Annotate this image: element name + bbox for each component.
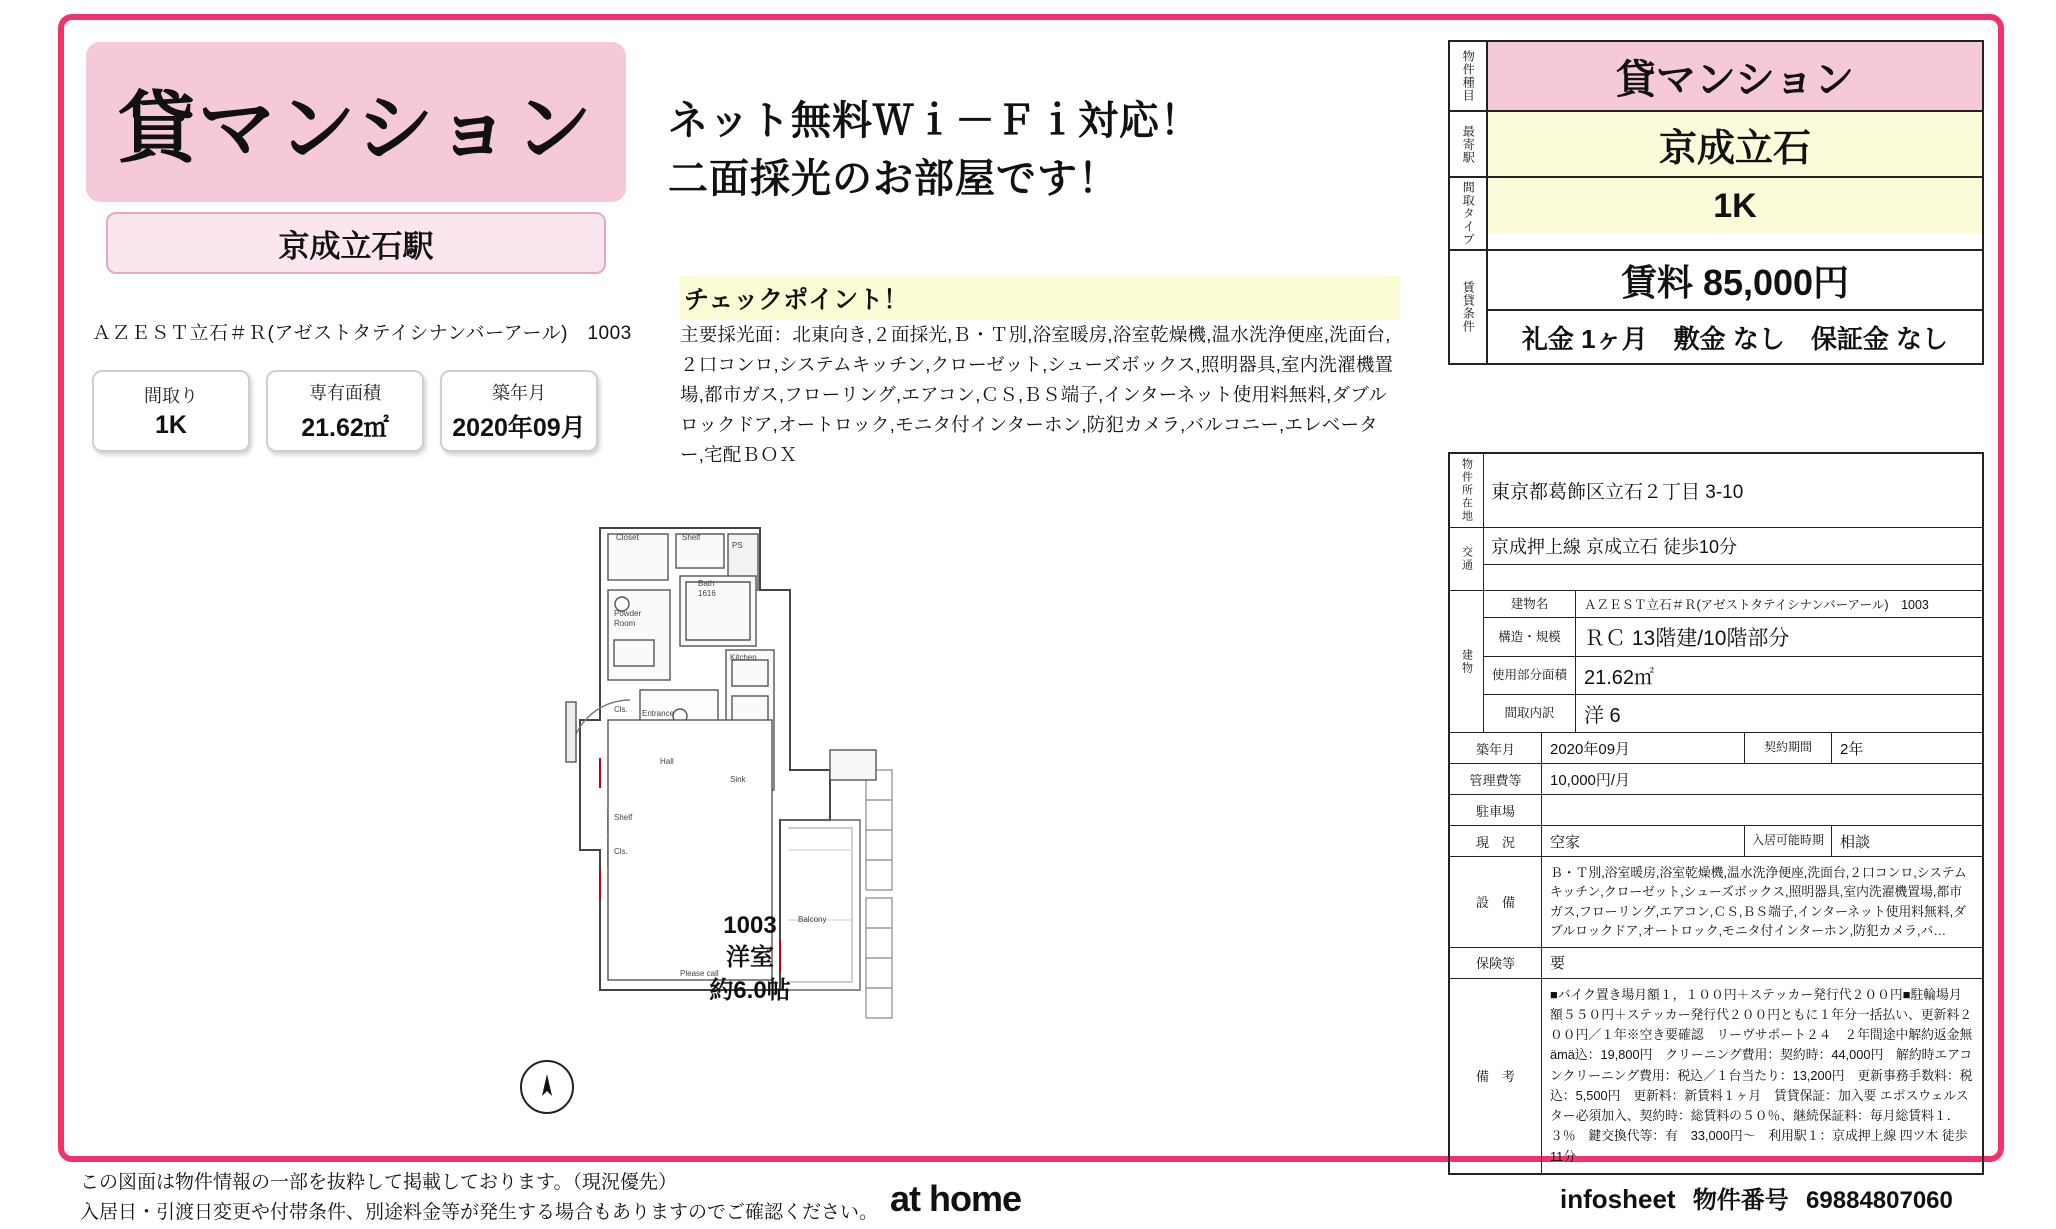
detail-row-equipment — [1450, 857, 1982, 948]
summary-rent-value: 賃料 85,000円 — [1488, 251, 1982, 311]
spec-pill-built-label: 築年月 — [492, 382, 546, 403]
detail-status-value: 空家 — [1550, 833, 1581, 851]
detail-management-label: 管理費等 — [1450, 764, 1542, 794]
property-badge — [86, 42, 626, 282]
floor-plan-drawing — [530, 520, 1050, 1140]
check-point-title: チェックポイント！ — [680, 276, 1400, 320]
detail-movein-value: 相談 — [1840, 833, 1871, 851]
detail-built-value: 2020年09月 — [1550, 740, 1631, 758]
svg-text:Cls.: Cls. — [614, 847, 628, 856]
detail-row-status — [1450, 826, 1982, 857]
detail-area-value: 21.62㎡ — [1584, 667, 1655, 689]
detail-layout-value: 洋 6 — [1584, 705, 1621, 727]
footer-disclaimer-line2: 入居日・引渡日変更や付帯条件、別途料金等が発生する場合もありますのでご確認ください。 — [80, 1202, 879, 1224]
detail-equipment-value: Ｂ・Ｔ別,浴室暖房,浴室乾燥機,温水洗浄便座,洗面台,２口コンロ,システムキッチン,クローゼット,シューズボックス,照明器具,室内洗濯機置場,都市ガス,フローリング,エアコン,ＣＳ,ＢＳ端子,インターネット使用料無料,ダブルロックドア,オートロック,モニタ付インターホン,防犯カメラ,バ… — [1550, 865, 1967, 939]
svg-text:PS: PS — [732, 541, 743, 550]
summary-terms-group — [1488, 251, 1982, 363]
detail-row-parking — [1450, 795, 1982, 826]
detail-built-label: 築年月 — [1450, 733, 1542, 763]
property-no-label: 物件番号 — [1692, 1187, 1789, 1214]
detail-contract-value: 2年 — [1840, 740, 1864, 758]
infosheet-footer — [1560, 1180, 1953, 1215]
room-size: 約6.0帖 — [709, 976, 791, 1004]
footer-disclaimer-line1: この図面は物件情報の一部を抜粋して掲載しております。（現況優先） — [80, 1172, 677, 1193]
summary-row-terms — [1450, 251, 1982, 363]
detail-building-head: 建物 — [1450, 591, 1484, 732]
spec-pill-layout-label: 間取り — [144, 386, 198, 406]
svg-text:Please call: Please call — [680, 969, 719, 978]
detail-movein-label: 入居可能時期 — [1744, 826, 1832, 856]
compass-icon — [520, 1060, 574, 1114]
detail-status-label: 現 況 — [1450, 826, 1542, 856]
summary-row-layout-head: 間取タイプ — [1450, 178, 1488, 249]
detail-access-head: 交通 — [1450, 528, 1484, 590]
summary-row-type-value: 貸マンション — [1488, 42, 1982, 110]
detail-access-group — [1484, 528, 1982, 590]
catch-copy-line1: ネット無料Ｗｉ－Ｆｉ対応！ — [668, 99, 1201, 143]
svg-text:Hall: Hall — [660, 757, 674, 766]
detail-access-value2 — [1484, 564, 1982, 590]
room-number: 1003 — [723, 912, 777, 939]
detail-row-insurance — [1450, 948, 1982, 979]
infosheet-label: infosheet — [1560, 1184, 1676, 1214]
catch-copy-line2: 二面採光のお部屋です！ — [668, 157, 1119, 201]
detail-row-address — [1450, 454, 1982, 528]
athome-logo-text: at home — [890, 1178, 1022, 1219]
spec-pill-layout — [92, 370, 250, 452]
detail-building-rows — [1484, 591, 1982, 732]
detail-insurance-label: 保険等 — [1450, 948, 1542, 978]
detail-building-name-value: ＡＺＥＳＴ立石＃Ｒ(アゼストタテイシナンバーアール) 1003 — [1584, 598, 1929, 612]
detail-building-name-row — [1484, 591, 1982, 618]
catch-copy — [668, 92, 1388, 208]
nearest-station-badge: 京成立石駅 — [106, 212, 606, 274]
detail-address-value: 東京都葛飾区立石２丁目 3-10 — [1491, 482, 1744, 503]
detail-structure-label: 構造・規模 — [1484, 618, 1576, 656]
property-no-value: 69884807060 — [1806, 1187, 1953, 1214]
spec-pill-area — [266, 370, 424, 452]
detail-row-access — [1450, 528, 1982, 591]
summary-deposit-value: 礼金 1ヶ月 敷金 なし 保証金 なし — [1521, 323, 1949, 354]
svg-text:Bath: Bath — [698, 579, 715, 588]
detail-row-built — [1450, 733, 1982, 764]
detail-access-value: 京成押上線 京成立石 徒歩10分 — [1491, 537, 1738, 557]
detail-parking-label: 駐車場 — [1450, 795, 1542, 825]
svg-text:Shelf: Shelf — [614, 813, 633, 822]
detail-contract-label: 契約期間 — [1744, 733, 1832, 763]
summary-row-type-head: 物件種目 — [1450, 42, 1488, 110]
summary-row-terms-head: 賃貸条件 — [1450, 251, 1488, 363]
svg-text:Entrance: Entrance — [642, 709, 675, 718]
spec-pill-row — [92, 370, 598, 452]
detail-note-value: ■バイク置き場月額１，１００円＋ステッカー発行代２００円■駐輪場月額５５０円＋ステッカー発行代２００円ともに１年分一括払い、更新料２００円／１年※空き要確認 リーヴサポート２４ ２年間途中解約返金無ämä込：19,800円 クリーニング費用：契約時：44,000円 解約時エアコンクリーニング費用：税込／１台当たり：13,200円 更新事務手数料：税込：5,500円 更新料：新賃料１ヶ月 賃貸保証：加入要 エポスウェルスター必須加入、契約時：総賃料の５０％、継続保証料：毎月総賃料１．３％ 鍵交換代等：有 33,000円〜 利用駅１：京成押上線 四ツ木 徒歩11分 — [1550, 986, 1973, 1164]
summary-row-station — [1450, 112, 1982, 178]
detail-address-head: 物件所在地 — [1450, 454, 1484, 527]
detail-row-note — [1450, 979, 1982, 1173]
svg-text:Powder: Powder — [614, 609, 642, 618]
svg-text:1616: 1616 — [698, 589, 716, 598]
room-caption — [640, 910, 860, 1007]
detail-row-management — [1450, 764, 1982, 795]
detail-building-block — [1450, 591, 1982, 733]
detail-building-name-label: 建物名 — [1484, 591, 1576, 617]
svg-text:Sink: Sink — [730, 775, 746, 784]
footer-disclaimer — [80, 1168, 980, 1229]
detail-structure-row — [1484, 618, 1982, 657]
detail-structure-value: ＲＣ 13階建/10階部分 — [1584, 627, 1790, 650]
summary-table — [1448, 40, 1984, 365]
svg-text:Closet: Closet — [616, 533, 639, 542]
svg-text:Cls.: Cls. — [614, 705, 628, 714]
spec-pill-area-value: 21.62㎡ — [301, 413, 389, 442]
spec-pill-area-label: 専有面積 — [309, 382, 381, 403]
detail-area-row — [1484, 657, 1982, 695]
svg-text:Shelf: Shelf — [682, 533, 701, 542]
building-name-line: ＡＺＥＳＴ立石＃Ｒ(アゼストタテイシナンバーアール) 1003 — [92, 323, 632, 344]
detail-note-label: 備 考 — [1450, 979, 1542, 1173]
detail-layout-label: 間取内訳 — [1484, 695, 1576, 732]
summary-row-station-value: 京成立石 — [1488, 112, 1982, 176]
detail-insurance-value: 要 — [1550, 955, 1566, 973]
summary-row-layout — [1450, 178, 1982, 251]
athome-logo — [890, 1178, 1021, 1220]
detail-management-value: 10,000円/月 — [1550, 771, 1631, 789]
detail-area-label: 使用部分面積 — [1484, 657, 1576, 694]
floor-plan — [530, 520, 1050, 1140]
svg-text:Kitchen: Kitchen — [730, 653, 757, 662]
detail-parking-value — [1542, 795, 1982, 825]
summary-row-station-head: 最寄駅 — [1450, 112, 1488, 176]
property-type-badge: 貸マンション — [86, 42, 626, 202]
spec-pill-built-value: 2020年09月 — [452, 413, 586, 442]
summary-row-layout-value: 1K — [1488, 178, 1982, 234]
svg-text:Balcony: Balcony — [798, 915, 827, 924]
detail-table — [1448, 452, 1984, 1175]
spec-pill-layout-value: 1K — [155, 411, 187, 439]
detail-equipment-label: 設 備 — [1450, 857, 1542, 947]
check-point-body: 主要採光面：北東向き,２面採光,Ｂ・Ｔ別,浴室暖房,浴室乾燥機,温水洗浄便座,洗面台,２口コンロ,システムキッチン,クローゼット,シューズボックス,照明器具,室内洗濯機置場,都市ガス,フローリング,エアコン,ＣＳ,ＢＳ端子,インターネット使用料無料,ダブルロックドア,オートロック,モニタ付インターホン,防犯カメラ,バルコニー,エレベーター,宅配ＢＯＸ — [680, 324, 1394, 465]
spec-pill-built — [440, 370, 598, 452]
detail-layout-row — [1484, 695, 1982, 732]
room-type: 洋室 — [726, 944, 774, 972]
summary-row-type — [1450, 42, 1982, 112]
svg-text:Room: Room — [614, 619, 636, 628]
